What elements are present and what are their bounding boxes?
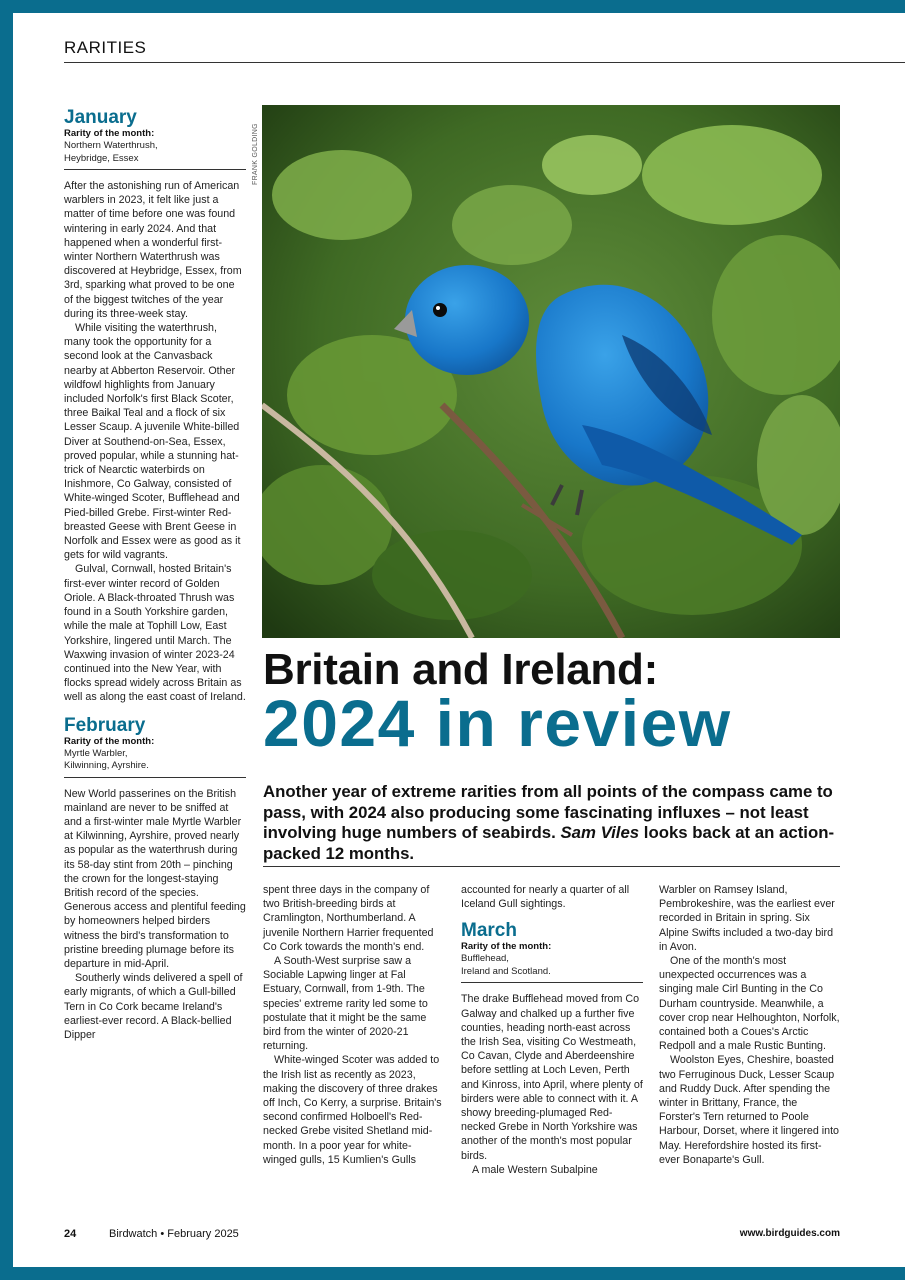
rarity-label: Rarity of the month:: [64, 735, 155, 747]
rarity-label: Rarity of the month:: [461, 941, 552, 953]
paragraph: Woolston Eyes, Cheshire, boasted two Ferruginous Duck, Lesser Scaup and Ruddy Duck. After spending the winter in Brittany, France, the Forster's Tern returned to Poole Harbour, Dorset, where it lingered into May. Herefordshire hosted its first-ever Bonaparte's Gull.: [659, 1054, 839, 1166]
paragraph: New World passerines on the British mainland are never to be sniffed at and a first-winter male Myrtle Warbler at Kilwinning, Ayrshire, proved nearly as popular as the waterthrush during its 58-day stint from 20th – pinching the crown for the longest-staying British record of the species. Generous access and plentiful feeding by homeowners helped birders witness the bird's transformation to pristine breeding plumage before its departure in mid-April.: [64, 787, 246, 970]
subheading-rule: [64, 169, 246, 170]
paragraph: Southerly winds delivered a spell of early migrants, of which a Gull-billed Tern in Co Cork became Ireland's earliest-ever record. A Black-bellied Dipper: [64, 972, 243, 1041]
month-heading-february: February: [64, 714, 146, 736]
rarity-location: Heybridge, Essex: [64, 152, 139, 164]
paragraph: While visiting the waterthrush, many took the opportunity for a second look at the Canvasback nearby at Abberton Reservoir. Other wildfowl highlights from January included Norfolk's first Black Scoter, three Baikal Teal and a flock of six Lesser Scaup. A juvenile White-billed Diver at Southend-on-Sea, Essex, proved popular, while a stunning hat-trick of Nearctic waterbirds on Inishmore, Co Galway, consisted of White-winged Scoter, Bufflehead and Pied-billed Grebe. First-winter Red-breasted Geese with Brent Geese in Norfolk and Essex were as good as it gets for wild vagrants.: [64, 322, 241, 562]
website-link[interactable]: www.birdguides.com: [739, 1228, 840, 1239]
paragraph: After the astonishing run of American warblers in 2023, it felt like just a matter of time before one was found wintering in early 2024. And that happened when a wonderful first-winter Northern Waterthrush was discovered at Heybridge, Essex, from 3rd, sparking what proved to be one of the biggest twitches of the year during its three-week stay.: [64, 180, 242, 320]
rarity-label: Rarity of the month:: [64, 128, 155, 139]
magazine-issue: Birdwatch • February 2025: [109, 1228, 239, 1240]
rarity-value: Myrtle Warbler,: [64, 747, 128, 759]
paragraph: A South-West surprise saw a Sociable Lapwing linger at Fal Estuary, Cornwall, from 1-9th. The species' extreme rarity led some to postulate that it might be the same bird from the winter of 2020-21 returning.: [263, 955, 428, 1053]
subheading-rule: [461, 982, 643, 983]
paragraph: White-winged Scoter was added to the Irish list as recently as 2023, making the discovery of three drakes off Inch, Co Kerry, a surprise. Britain's second confirmed Holboell's Red-necked Grebe visited Shetland mid-month. In a poor year for white-winged gulls, 15 Kumlien's Gulls: [263, 1054, 442, 1166]
author-name: Sam Viles: [560, 823, 640, 842]
rarity-location: Kilwinning, Ayrshire.: [64, 760, 149, 772]
rarity-value: Northern Waterthrush,: [64, 140, 158, 151]
headline-line1: Britain and Ireland:: [263, 645, 658, 694]
page-number: 24: [64, 1228, 77, 1240]
photo-credit: FRANK GOLDING: [252, 123, 259, 185]
paragraph: Warbler on Ramsey Island, Pembrokeshire, was the earliest ever recorded in Britain in spring. Six Alpine Swifts included a two-day bird in Avon.: [659, 884, 835, 953]
paragraph: One of the month's most unexpected occurrences was a singing male Cirl Bunting in the Co Durham countryside. Meanwhile, a cover crop near Helhoughton, Norfolk, contained both a Coues's Arctic Redpoll and a male Rustic Bunting.: [659, 955, 840, 1053]
column-3: [461, 883, 643, 1177]
month-heading-march: March: [461, 920, 517, 942]
paragraph: The drake Bufflehead moved from Co Galway and chalked up a further five counties, heading north-east across the Irish Sea, visiting Co Westmeath, Co Cavan, Clyde and Aberdeenshire before settling at Loch Leven, Perth and Kinross, into April, where plenty of birders were able to connect with it. A showy breeding-plumaged Red-necked Grebe in North Yorkshire was another of the month's most popular birds.: [461, 993, 643, 1162]
standfirst-rule: [263, 866, 840, 867]
standfirst: [263, 782, 848, 864]
rarity-location: Ireland and Scotland.: [461, 965, 551, 977]
paragraph: spent three days in the company of two British-breeding birds at Cramlington, Northumberland. A juvenile Northern Harrier frequented Co Cork towards the month's end.: [263, 884, 434, 953]
magazine-page: [13, 13, 905, 1267]
column-2: [263, 883, 445, 1167]
paragraph: Gulval, Cornwall, hosted Britain's first-ever winter record of Golden Oriole. A Black-throated Thrush was found in a South Yorkshire garden, while the male at Tophill Low, East Yorkshire, lingered until March. The Waxwing invasion of winter 2023-24 continued into the New Year, with flocks spread widely across Britain as well as along the east coast of Ireland.: [64, 563, 246, 704]
paragraph: A male Western Subalpine: [472, 1163, 598, 1176]
standfirst-text: Another year of extreme rarities from all points of the compass came to pass, with 2024 also producing some fascinating influxes – not least involving huge numbers of seabirds.: [263, 782, 833, 842]
section-label: RARITIES: [64, 38, 147, 57]
subheading-rule: [64, 777, 246, 778]
paragraph: accounted for nearly a quarter of all Iceland Gull sightings.: [461, 884, 630, 911]
headline-line2: 2024 in review: [263, 686, 732, 760]
column-1: [64, 108, 246, 1042]
bird-photo: [262, 105, 840, 638]
standfirst-tail: looks back at an action-packed 12 months.: [263, 823, 835, 863]
rarity-value: Bufflehead,: [461, 953, 509, 965]
indigo-bunting-image: [262, 105, 840, 638]
column-4: [659, 883, 841, 1167]
month-heading-january: January: [64, 107, 137, 128]
header-rule: [64, 62, 905, 63]
